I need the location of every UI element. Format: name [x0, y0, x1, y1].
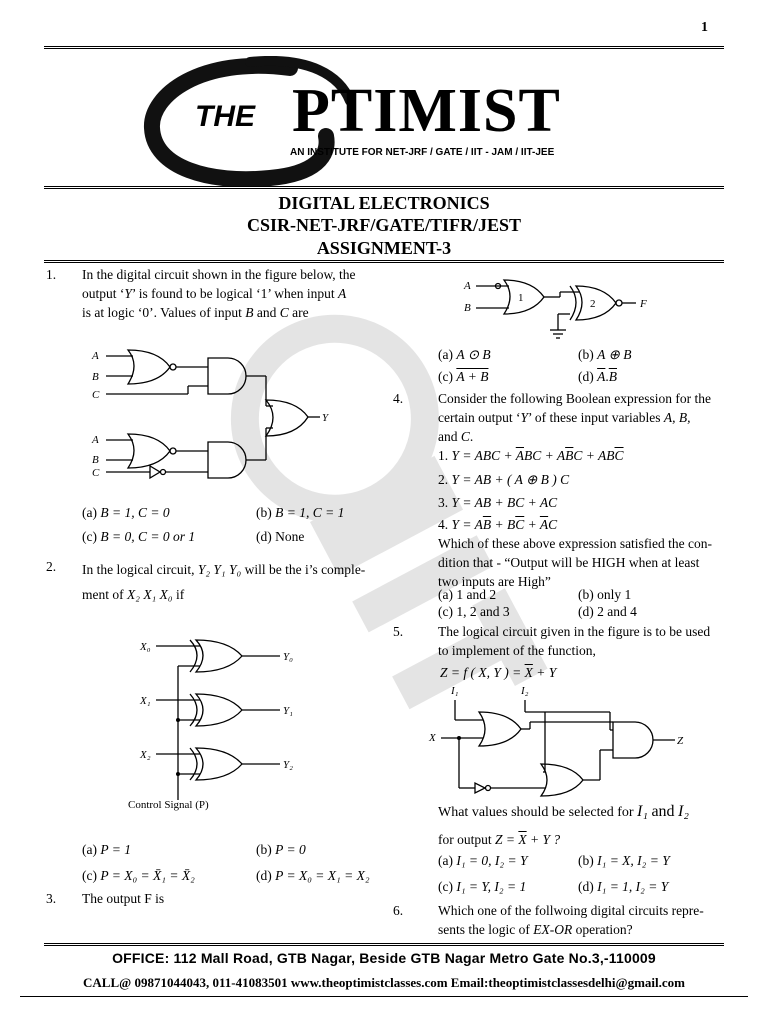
q4-expr-4: 4. $Y = A\overline{B} + B\overline{C} + \overline{A}C$	[438, 517, 558, 532]
q5-question: What values should be selected for I₁ and I₂	[438, 803, 689, 820]
q6-text: Which one of the follwoing digital circuits repre- sents the logic of EX-OR operation?	[438, 903, 704, 937]
q3-fig-label-f: F	[640, 298, 647, 310]
q3-fig-gate1: 1	[518, 292, 524, 304]
q4-expr-2: 2. Y = AB + ( A ⊕ B ) C	[438, 472, 570, 487]
q1-option-d[interactable]: (d) None	[256, 529, 305, 544]
q3-text: The output F is	[82, 891, 165, 906]
q1-option-a[interactable]: (a) B = 1, C = 0	[82, 505, 170, 520]
logo-the: THE	[195, 100, 255, 133]
q4-option-c[interactable]: (c) 1, 2 and 3	[438, 604, 510, 619]
q2-fig-label-x0: X₀	[140, 641, 151, 653]
q2-option-a[interactable]: (a) P = 1	[82, 842, 131, 857]
q5-option-c[interactable]: (c) I₁ = Y, I₂ = 1	[438, 879, 527, 894]
q4-option-a[interactable]: (a) 1 and 2	[438, 587, 497, 602]
q1-fig-label-y: Y	[322, 412, 329, 424]
q5-number: 5.	[393, 624, 404, 639]
top-rule	[44, 46, 724, 49]
q5-fig-label-i2: I₂	[521, 685, 529, 697]
header-rule-top	[44, 186, 724, 189]
q5-option-a[interactable]: (a) I₁ = 0, I₂ = Y	[438, 853, 528, 868]
contact-line: CALL@ 09871044043, 011-41083501 www.theoptimistclasses.com Email:theoptimistclassesdelhi@gmail.com	[83, 975, 685, 990]
q5-text: The logical circuit given in the figure is to be used to implement of the function,	[438, 624, 711, 658]
q2-fig-label-x2: X₂	[140, 749, 151, 761]
q1-text: In the digital circuit shown in the figure below, the output ‘Y’ is found to be logical ‘1’ when input A is at logic ‘0’. Values of input B and C are	[82, 267, 356, 320]
institute-logo	[140, 56, 630, 186]
q1-fig-label-c1: C	[92, 389, 100, 401]
q2-text: In the logical circuit, Y₂ Y₁ Y₀ will be the i’s comple- ment of X₂ X₁ X₀ if	[82, 562, 366, 602]
q5-circuit-diagram	[425, 682, 700, 797]
q6-number: 6.	[393, 903, 404, 918]
header-rule-bottom	[44, 260, 724, 263]
q2-number: 2.	[46, 559, 57, 574]
subject-title: DIGITAL ELECTRONICS	[278, 193, 490, 213]
q1-fig-label-a1: A	[92, 350, 99, 362]
q2-circuit-diagram	[120, 630, 320, 815]
q3-number: 3.	[46, 891, 57, 906]
q4-option-b[interactable]: (b) only 1	[578, 587, 632, 602]
q5-fig-label-x: X	[429, 732, 436, 744]
q1-fig-label-c2: C	[92, 467, 100, 479]
logo-brand: PTIMIST	[292, 77, 561, 145]
page-number: 1	[701, 20, 708, 35]
q2-option-b[interactable]: (b) P = 0	[256, 842, 306, 857]
q1-fig-label-b2: B	[92, 454, 99, 466]
q5-function: Z = f ( X, Y ) = $\overline{X} + Y$	[440, 665, 557, 680]
q3-option-b[interactable]: (b) A ⊕ B	[578, 347, 632, 362]
q5-fig-label-z: Z	[677, 735, 684, 747]
q3-circuit-diagram	[460, 272, 680, 342]
q5-option-b[interactable]: (b) I₁ = X, I₂ = Y	[578, 853, 670, 868]
q3-fig-gate2: 2	[590, 298, 596, 310]
q2-fig-label-control: Control Signal (P)	[128, 799, 209, 811]
q4-option-d[interactable]: (d) 2 and 4	[578, 604, 637, 619]
q1-number: 1.	[46, 267, 57, 282]
office-address: OFFICE: 112 Mall Road, GTB Nagar, Beside GTB Nagar Metro Gate No.3,-110009	[112, 950, 656, 966]
q4-expr-1: 1. Y = ABC + $\overline{A}BC + A\overline{B}C + AB\overline{C}$	[438, 448, 624, 463]
q2-fig-label-y0: Y₀	[283, 651, 293, 663]
q4-expr-3: 3. Y = AB + BC + AC	[438, 495, 558, 510]
q1-circuit-diagram	[88, 340, 348, 490]
q2-option-c[interactable]: (c) P = X₀ = X̄₁ = X̄₂	[82, 868, 195, 883]
footer-bottom-rule	[20, 996, 748, 997]
q1-fig-label-b1: B	[92, 371, 99, 383]
footer-rule	[44, 943, 724, 946]
assignment-title: ASSIGNMENT-3	[316, 238, 452, 258]
q4-number: 4.	[393, 391, 404, 406]
q3-fig-label-a: A	[464, 280, 471, 292]
exam-title: CSIR-NET-JRF/GATE/TIFR/JEST	[246, 215, 522, 235]
q2-fig-label-y2: Y₂	[283, 759, 293, 771]
q1-fig-label-a2: A	[92, 434, 99, 446]
q4-text: Consider the following Boolean expression for the certain output ‘Y’ of these input variables A, B, and C.	[438, 391, 711, 444]
q3-fig-label-b: B	[464, 302, 471, 314]
q5-question-output: for output $Z = \overline{X} + Y$ ?	[438, 832, 561, 847]
q3-option-a[interactable]: (a) A ⊙ B	[438, 347, 491, 362]
q4-condition: Which of these above expression satisfied the con- dition that - “Output will be HIGH when at least two inputs are High”	[438, 536, 713, 589]
q3-option-d[interactable]: (d) $\overline{A}.\overline{B}$	[578, 369, 617, 384]
q5-fig-label-i1: I₁	[451, 685, 459, 697]
q1-option-b[interactable]: (b) B = 1, C = 1	[256, 505, 345, 520]
q1-option-c[interactable]: (c) B = 0, C = 0 or 1	[82, 529, 196, 544]
q5-option-d[interactable]: (d) I₁ = 1, I₂ = Y	[578, 879, 669, 894]
logo-tagline: AN INSTITUTE FOR NET-JRF / GATE / IIT - JAM / IIT-JEE	[290, 147, 555, 158]
q2-fig-label-y1: Y₁	[283, 705, 293, 717]
q2-option-d[interactable]: (d) P = X₀ = X₁ = X₂	[256, 868, 370, 883]
q3-option-c[interactable]: (c) A + B	[438, 369, 489, 384]
q2-fig-label-x1: X₁	[140, 695, 151, 707]
